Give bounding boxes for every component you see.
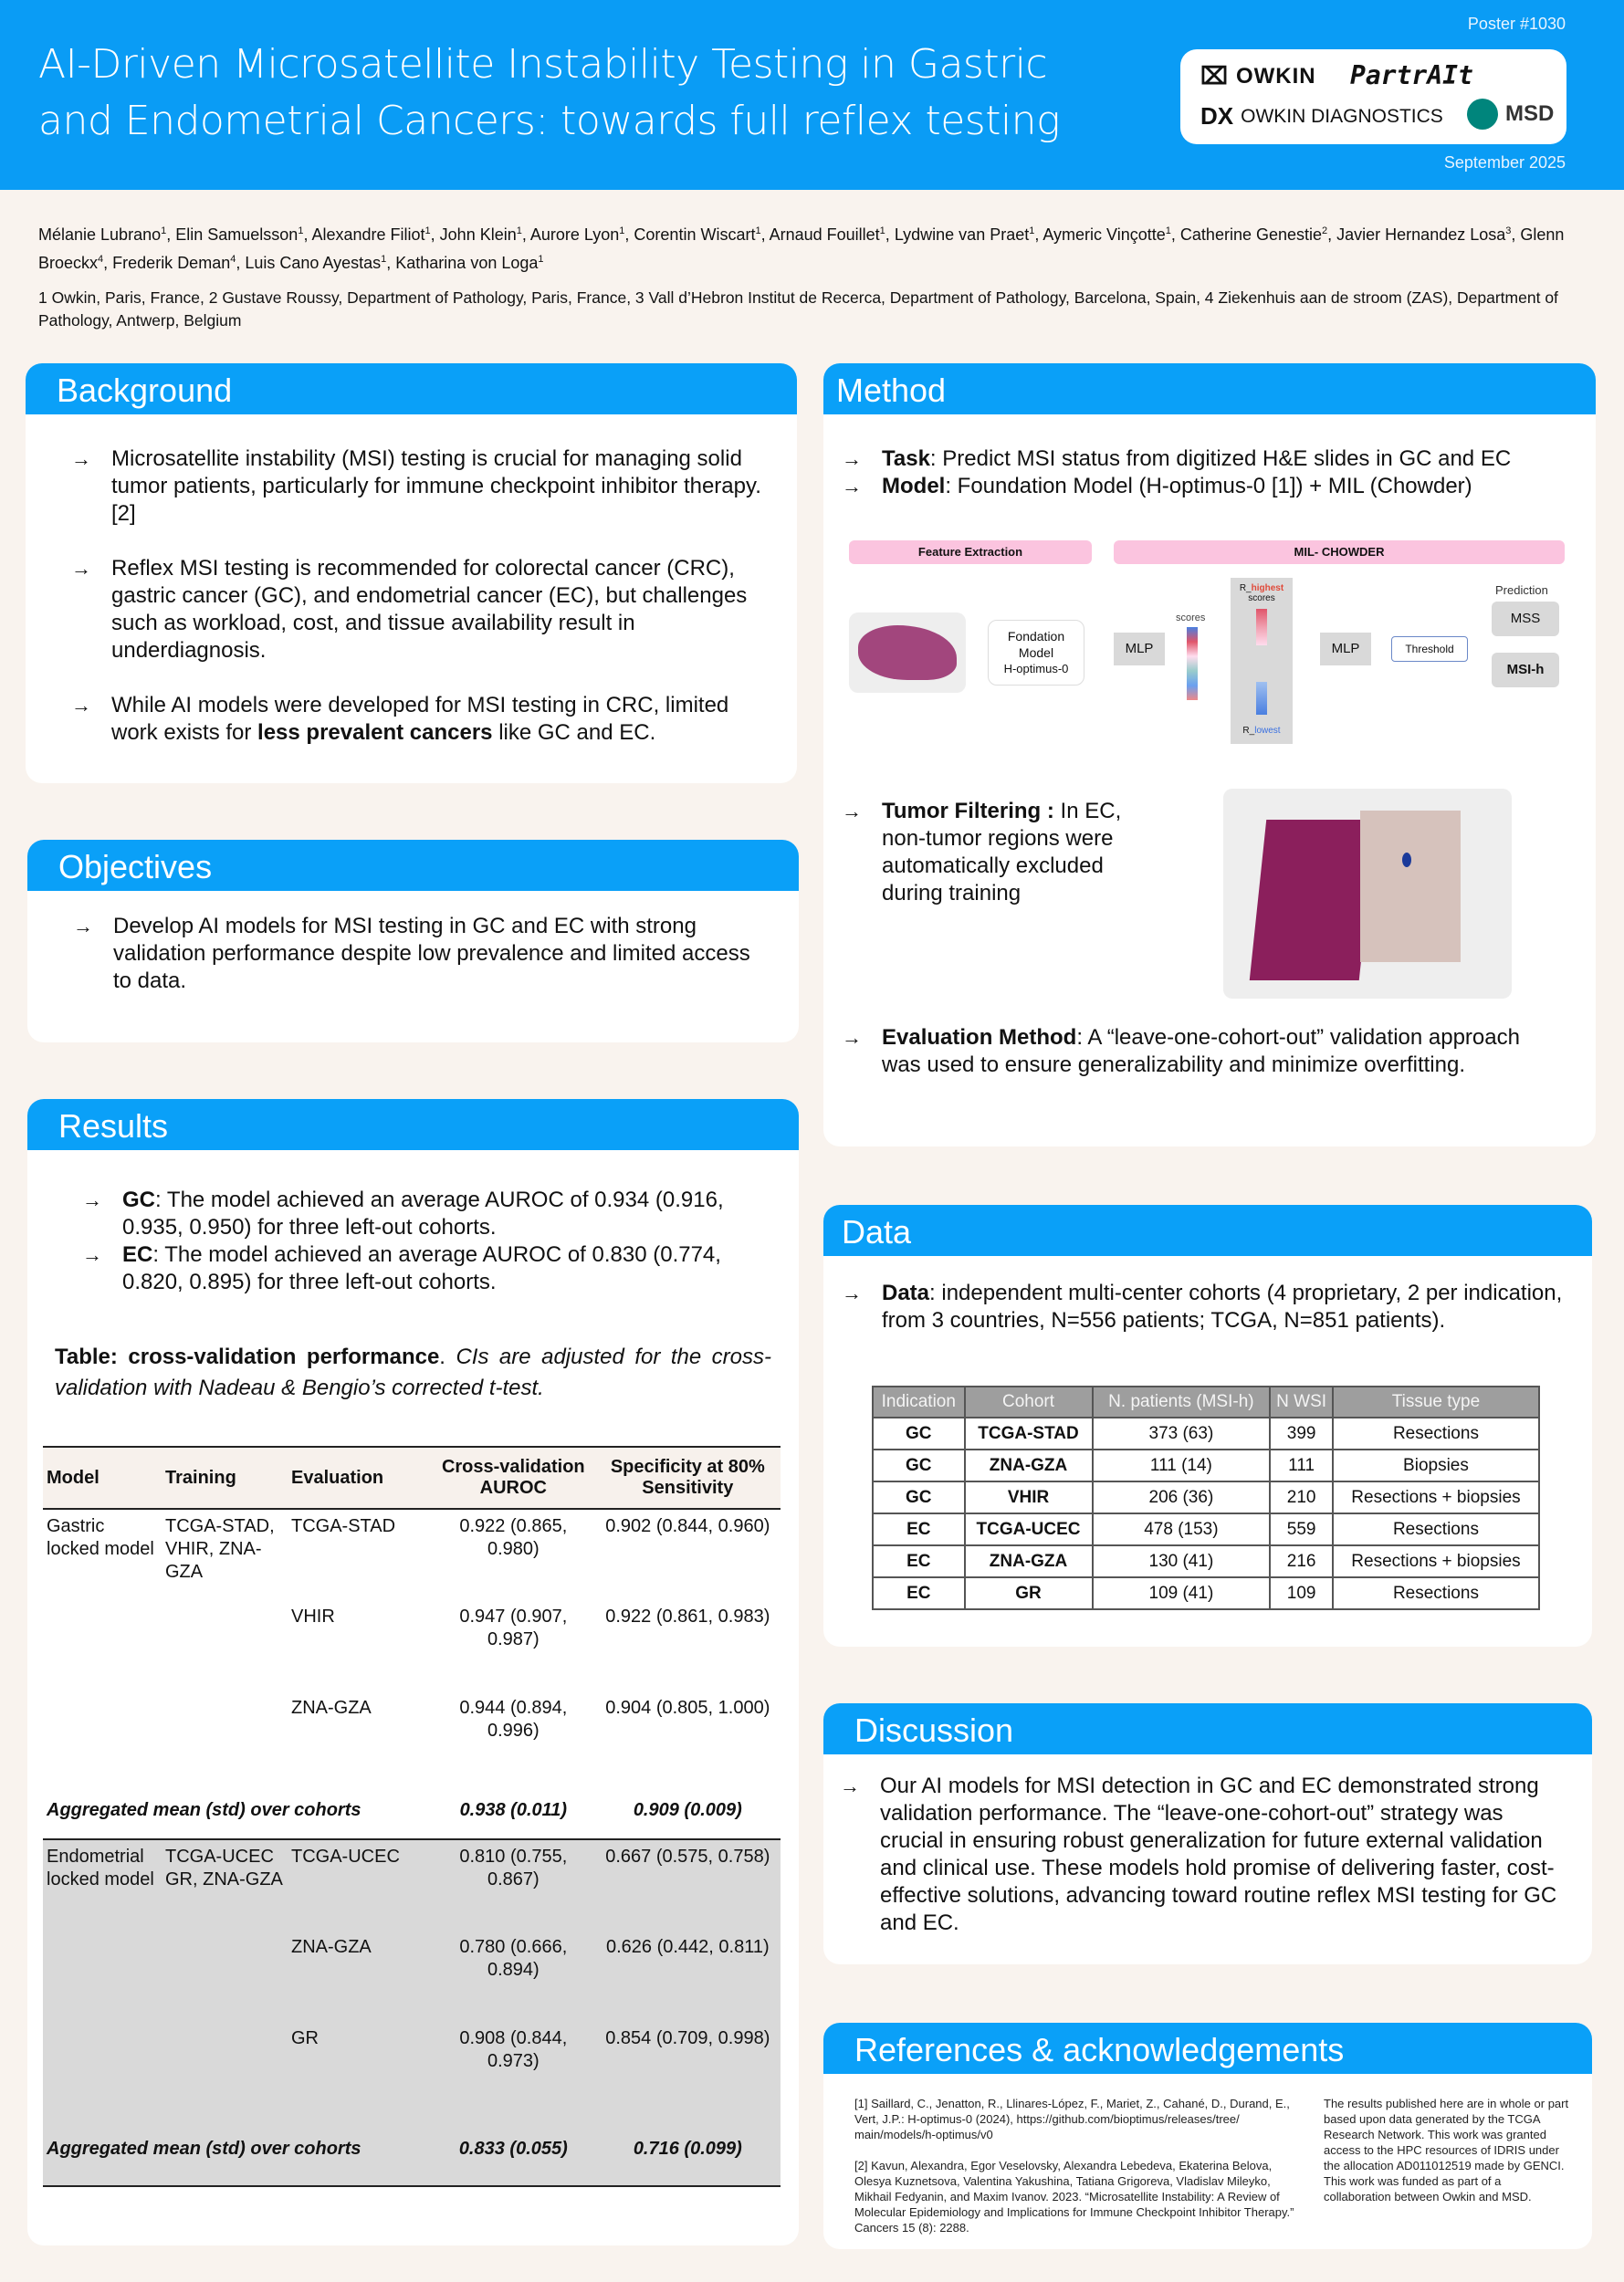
table-row xyxy=(873,1513,1539,1545)
table-cell: GC xyxy=(873,1418,965,1450)
arrow-right-icon: → xyxy=(842,800,862,822)
table-cell: TCGA-UCEC xyxy=(965,1513,1093,1545)
affiliation-marker: 1 xyxy=(1165,225,1171,236)
cohort-table xyxy=(872,1386,1540,1610)
gastric-group xyxy=(43,1509,781,1839)
mlp-box-1: MLP xyxy=(1114,633,1165,665)
reference-list xyxy=(854,2096,1302,2235)
column-header: Tissue type xyxy=(1333,1387,1539,1418)
bullet: → Data: independent multi-center cohorts (4 proprietary, 2 per indication, from 3 countries, N=556 patients; TCGA, N=851 patients). xyxy=(842,1281,1563,1333)
tumor-slide-image xyxy=(1223,789,1512,999)
panel-title: References & acknowledgements xyxy=(823,2023,1592,2074)
bullet: → While AI models were developed for MSI testing in CRC, limited work exists for less prevalent cancers like GC and EC. xyxy=(71,693,729,745)
panel-title: Method xyxy=(823,363,1596,414)
method-panel xyxy=(823,363,1596,1146)
table-row xyxy=(873,1545,1539,1577)
bullet: → GC: The model achieved an average AUROC of 0.934 (0.916, 0.935, 0.950) for three left-out cohorts. xyxy=(82,1188,724,1240)
aggregate-row: Aggregated mean (std) over cohorts 0.833 (0.055) 0.716 (0.099) xyxy=(43,2113,781,2186)
author-name: Elin Samuelsson$^1$ xyxy=(175,225,304,244)
poster-number: Poster #1030 xyxy=(1467,15,1566,33)
panel-title: Objectives xyxy=(27,840,799,891)
foundation-model-box: Fondation Model H-optimus-0 xyxy=(988,620,1084,686)
bullet: → Our AI models for MSI detection in GC and EC demonstrated strong validation performance. The “leave-one-cohort-out” strategy was crucial in ensuring robust generalization for future external validation and clinical use. These models hold promise of delivering faster, cost-effective solutions, advancing toward routine reflex MSI testing for GC and EC. xyxy=(840,1774,1557,1935)
author-name: Katharina von Loga$^1$ xyxy=(395,254,544,272)
author-name: Lydwine van Praet$^1$ xyxy=(894,225,1035,244)
scores-bar xyxy=(1187,627,1198,700)
arrow-right-icon: → xyxy=(842,1026,862,1049)
poster-title xyxy=(38,37,1060,150)
author-name: Catherine Genestie$^2$ xyxy=(1179,225,1328,244)
arrow-right-icon: → xyxy=(71,694,91,717)
objectives-panel xyxy=(27,840,799,1042)
bullet: → Model: Foundation Model (H-optimus-0 [1]) + MIL (Chowder) xyxy=(842,474,1472,498)
bullet: → Develop AI models for MSI testing in GC and EC with strong validation performance despite low prevalence and limited access to data. xyxy=(73,914,750,993)
panel-title: Results xyxy=(27,1099,799,1150)
panel-title: Background xyxy=(26,363,797,414)
affiliation-marker: 1 xyxy=(516,225,522,236)
mil-chowder-label: MIL- CHOWDER xyxy=(1114,540,1565,564)
author-name: Aurore Lyon$^1$ xyxy=(529,225,625,244)
bullet: → Reflex MSI testing is recommended for colorectal cancer (CRC), gastric cancer (GC), and endometrial cancer (EC), but challenges such as workload, cost, and tissue availability result in underdiagnosis. xyxy=(71,556,748,663)
arrow-right-icon: → xyxy=(840,1774,860,1797)
affiliation-marker: 1 xyxy=(161,225,167,236)
author-name: Glenn Broeckx$^4$ xyxy=(38,225,1565,272)
table-cell: GC xyxy=(873,1481,965,1513)
author-name: Mélanie Lubrano$^1$ xyxy=(38,225,167,244)
table-row xyxy=(873,1577,1539,1609)
title-line-2: and Endometrial Cancers: towards full reflex testing xyxy=(38,98,1060,144)
author-list: Mélanie Lubrano$^1$, Elin Samuelsson$^1$, Alexandre Filiot$^1$, John Klein$^1$, Aurore Lyon$^1$, Corentin Wiscart$^1$, Arnaud Fouillet$^1$, Lydwine van Praet$^1$, Aymeric Vinçotte$^1$, Catherine Genestie$^2$, Javier Hernandez Losa$^3$, Glenn Broeckx$^4$, Frederik Deman$^4$, Luis Cano Ayestas$^1$, Katharina von Loga$^1$ xyxy=(38,225,1565,272)
affiliation-marker: 4 xyxy=(230,254,236,265)
table-cell: 559 xyxy=(1270,1513,1333,1545)
affiliation-marker: 1 xyxy=(538,254,544,265)
table-cell: TCGA-STAD xyxy=(965,1418,1093,1450)
background-panel xyxy=(26,363,797,783)
table-cell: 210 xyxy=(1270,1481,1333,1513)
author-name: Luis Cano Ayestas$^1$ xyxy=(245,254,387,272)
table-row: Gastric locked model TCGA-STAD, VHIR, ZNA-GZA TCGA-STAD 0.922 (0.865, 0.980) 0.902 (0.844, 0.960) xyxy=(47,1516,770,1582)
arrow-right-icon: → xyxy=(71,447,91,470)
tissue-slide-image xyxy=(849,612,966,693)
mlp-box-2: MLP xyxy=(1320,633,1371,665)
author-name: Corentin Wiscart$^1$ xyxy=(634,225,761,244)
table-row: ZNA-GZA 0.944 (0.894, 0.996) 0.904 (0.805, 1.000) xyxy=(291,1698,770,1741)
table-caption: Table: cross-validation performance. CIs are adjusted for the cross-validation with Nadeau & Bengio’s corrected t-test. xyxy=(55,1345,771,1400)
table-cell: Resections xyxy=(1333,1513,1539,1545)
panel-title: Discussion xyxy=(823,1703,1592,1754)
table-row: GR 0.908 (0.844, 0.973) 0.854 (0.709, 0.998) xyxy=(291,2028,770,2071)
table-cell: Resections + biopsies xyxy=(1333,1481,1539,1513)
reference-1: [1] Saillard, C., Jenatton, R., Llinares-López, F., Mariet, Z., Cahané, D., Durand, E., Vert, J.P.: H-optimus-0 (2024), https://github.com/bioptimus/releases/tree/ main/models/h-optimus/v0 xyxy=(854,2097,1290,2141)
reference-2: [2] Kavun, Alexandra, Egor Veselovsky, Alexandra Lebedeva, Ekaterina Belova, Olesya Kuznetsova, Valentina Yakushina, Tatiana Grigoreva, Vladislav Mileyko, Mikhail Fedyanin, and Maxim Ivanov. 2023. “Microsatellite Instability: A Review of Molecular Epidemiology and Implications for Immune Checkpoint Inhibitor Therapy.” Cancers 15 (8): 2288. xyxy=(854,2159,1294,2235)
title-line-1: AI-Driven Microsatellite Instability Testing in Gastric xyxy=(38,41,1048,88)
table-cell: Resections xyxy=(1333,1418,1539,1450)
bullet: → EC: The model achieved an average AUROC of 0.830 (0.774, 0.820, 0.895) for three left-out cohorts. xyxy=(82,1242,721,1294)
author-name: Alexandre Filiot$^1$ xyxy=(311,225,431,244)
affiliation-marker: 1 xyxy=(755,225,761,236)
table-row xyxy=(873,1418,1539,1450)
affiliation-marker: 1 xyxy=(298,225,304,236)
partrait-logo: PartrAIt xyxy=(1350,60,1473,90)
arrow-right-icon: → xyxy=(82,1243,102,1266)
table-cell: 373 (63) xyxy=(1093,1418,1271,1450)
affiliation-marker: 1 xyxy=(1029,225,1035,236)
msd-mark-icon xyxy=(1467,99,1498,130)
column-header: Indication xyxy=(873,1387,965,1418)
table-cell: ZNA-GZA xyxy=(965,1545,1093,1577)
table-cell: EC xyxy=(873,1577,965,1609)
table-cell: 216 xyxy=(1270,1545,1333,1577)
column-header: N. patients (MSI-h) xyxy=(1093,1387,1271,1418)
table-row: ZNA-GZA 0.780 (0.666, 0.894) 0.626 (0.442, 0.811) xyxy=(291,1937,770,1980)
logo-box xyxy=(1180,49,1566,144)
table-cell: VHIR xyxy=(965,1481,1093,1513)
column-header: Cohort xyxy=(965,1387,1093,1418)
table-row xyxy=(873,1450,1539,1481)
evaluation-bullet: → Evaluation Method: A “leave-one-cohort-out” validation approach was used to ensure generalizability and minimize overfitting. xyxy=(842,1025,1520,1077)
table-row: Endometrial locked model TCGA-UCEC GR, ZNA-GZA TCGA-UCEC 0.810 (0.755, 0.867) 0.667 (0.575, 0.758) xyxy=(47,1847,770,1889)
table-row xyxy=(873,1481,1539,1513)
table-row: VHIR 0.947 (0.907, 0.987) 0.922 (0.861, 0.983) xyxy=(291,1607,770,1649)
author-name: Javier Hernandez Losa$^3$ xyxy=(1336,225,1512,244)
poster-header xyxy=(0,0,1624,190)
arrow-right-icon: → xyxy=(842,1282,862,1304)
table-cell: 399 xyxy=(1270,1418,1333,1450)
aggregate-row: Aggregated mean (std) over cohorts 0.938 (0.011) 0.909 (0.009) xyxy=(43,1783,781,1839)
table-cell: Resections + biopsies xyxy=(1333,1545,1539,1577)
results-table: Model Training Evaluation Cross-validation AUROC Specificity at 80% Sensitivity Gastric locked model TCGA-STAD, VHIR, ZNA-GZA TCGA-STAD 0.922 (0.865, 0.980) 0.902 (0.844, 0.960) VHIR 0.947 (0.907, 0.987) 0.922 (0.861, 0.983) ZNA-GZA 0.944 (0.894, 0.996) 0.904 (0.805, 1.000) Aggregated mean (std) over cohorts 0.938 (0.011) 0.909 (0.009) Endometrial locked model TCGA-UCEC GR, ZNA-GZA TCGA-UCEC 0.810 (0.755, 0.867) 0.667 (0.575, 0.758) ZNA-GZA 0.780 (0.666, 0.894) 0.626 (0.442, 0.811) GR 0.908 (0.844, 0.973) 0.854 (0.709, 0.998) Aggregated mean (std) over cohorts 0.833 (0.055) 0.716 (0.099) xyxy=(43,1446,781,2187)
table-cell: EC xyxy=(873,1513,965,1545)
threshold-box: Threshold xyxy=(1391,636,1468,662)
table-cell: 206 (36) xyxy=(1093,1481,1271,1513)
panel-title: Data xyxy=(823,1205,1592,1256)
author-name: John Klein$^1$ xyxy=(439,225,522,244)
author-name: Frederik Deman$^4$ xyxy=(112,254,236,272)
bullet: → Microsatellite instability (MSI) testing is crucial for managing solid tumor patients, particularly for immune checkpoint inhibitor therapy. [2] xyxy=(71,446,761,526)
discussion-panel xyxy=(823,1703,1592,1964)
table-cell: Resections xyxy=(1333,1577,1539,1609)
bullet: → Task: Predict MSI status from digitized H&E slides in GC and EC xyxy=(842,446,1512,471)
table-cell: ZNA-GZA xyxy=(965,1450,1093,1481)
affiliation-marker: 1 xyxy=(619,225,625,236)
arrow-right-icon: → xyxy=(842,447,862,470)
arrow-right-icon: → xyxy=(73,915,93,937)
msd-logo: MSD xyxy=(1467,99,1554,130)
endometrial-group xyxy=(43,1839,781,2186)
references-panel xyxy=(823,2023,1592,2249)
dx-mark-icon: DX xyxy=(1200,102,1234,130)
arrow-right-icon: → xyxy=(71,557,91,580)
acknowledgements: The results published here are in whole or part based upon data generated by the TCGA Research Network. This work was granted access to the HPC resources of IDRIS under the allocation AD011012519 made by GENCI. This work was funded as part of a collaboration between Owkin and MSD. xyxy=(1324,2097,1569,2203)
affiliation-marker: 1 xyxy=(879,225,885,236)
affiliation-marker: 1 xyxy=(381,254,387,265)
affiliation-marker: 4 xyxy=(98,254,104,265)
affiliation-marker: 2 xyxy=(1322,225,1328,236)
affiliation-marker: 3 xyxy=(1505,225,1512,236)
method-diagram: Feature Extraction MIL- CHOWDER Fondation Model H-optimus-0 MLP scores R_highest scores R_lowest MLP Threshold Prediction MSS MSI-h xyxy=(823,532,1596,751)
topk-box: R_highest scores R_lowest xyxy=(1231,578,1293,744)
table-cell: 111 (14) xyxy=(1093,1450,1271,1481)
arrow-right-icon: → xyxy=(82,1188,102,1211)
author-name: Arnaud Fouillet$^1$ xyxy=(769,225,885,244)
owkin-logo: ⌧ OWKIN xyxy=(1200,62,1316,89)
owkin-diagnostics-logo: DX OWKIN DIAGNOSTICS xyxy=(1200,102,1443,130)
mss-output: MSS xyxy=(1492,602,1559,636)
table-cell: EC xyxy=(873,1545,965,1577)
table-cell: 109 xyxy=(1270,1577,1333,1609)
affiliations: 1 Owkin, Paris, France, 2 Gustave Roussy, Department of Pathology, Paris, France, 3 Vall d’Hebron Institut de Recerca, Department of Pathology, Barcelona, Spain, 4 Ziekenhuis aan de stroom (ZAS), Department of Pathology, Antwerp, Belgium xyxy=(38,288,1558,330)
author-name: Aymeric Vinçotte$^1$ xyxy=(1043,225,1171,244)
table-cell: 130 (41) xyxy=(1093,1545,1271,1577)
table-cell: 478 (153) xyxy=(1093,1513,1271,1545)
affiliation-marker: 1 xyxy=(424,225,431,236)
table-cell: 109 (41) xyxy=(1093,1577,1271,1609)
msih-output: MSI-h xyxy=(1492,653,1559,687)
poster-date: September 2025 xyxy=(1443,153,1566,172)
arrow-right-icon: → xyxy=(842,475,862,497)
table-cell: 111 xyxy=(1270,1450,1333,1481)
table-cell: GC xyxy=(873,1450,965,1481)
table-cell: GR xyxy=(965,1577,1093,1609)
table-cell: Biopsies xyxy=(1333,1450,1539,1481)
owkin-mark-icon: ⌧ xyxy=(1200,62,1229,89)
feature-extraction-label: Feature Extraction xyxy=(849,540,1092,564)
tumor-filtering-bullet: → Tumor Filtering : In EC, non-tumor regions were automatically excluded during training xyxy=(842,799,1122,905)
column-header: N WSI xyxy=(1270,1387,1333,1418)
